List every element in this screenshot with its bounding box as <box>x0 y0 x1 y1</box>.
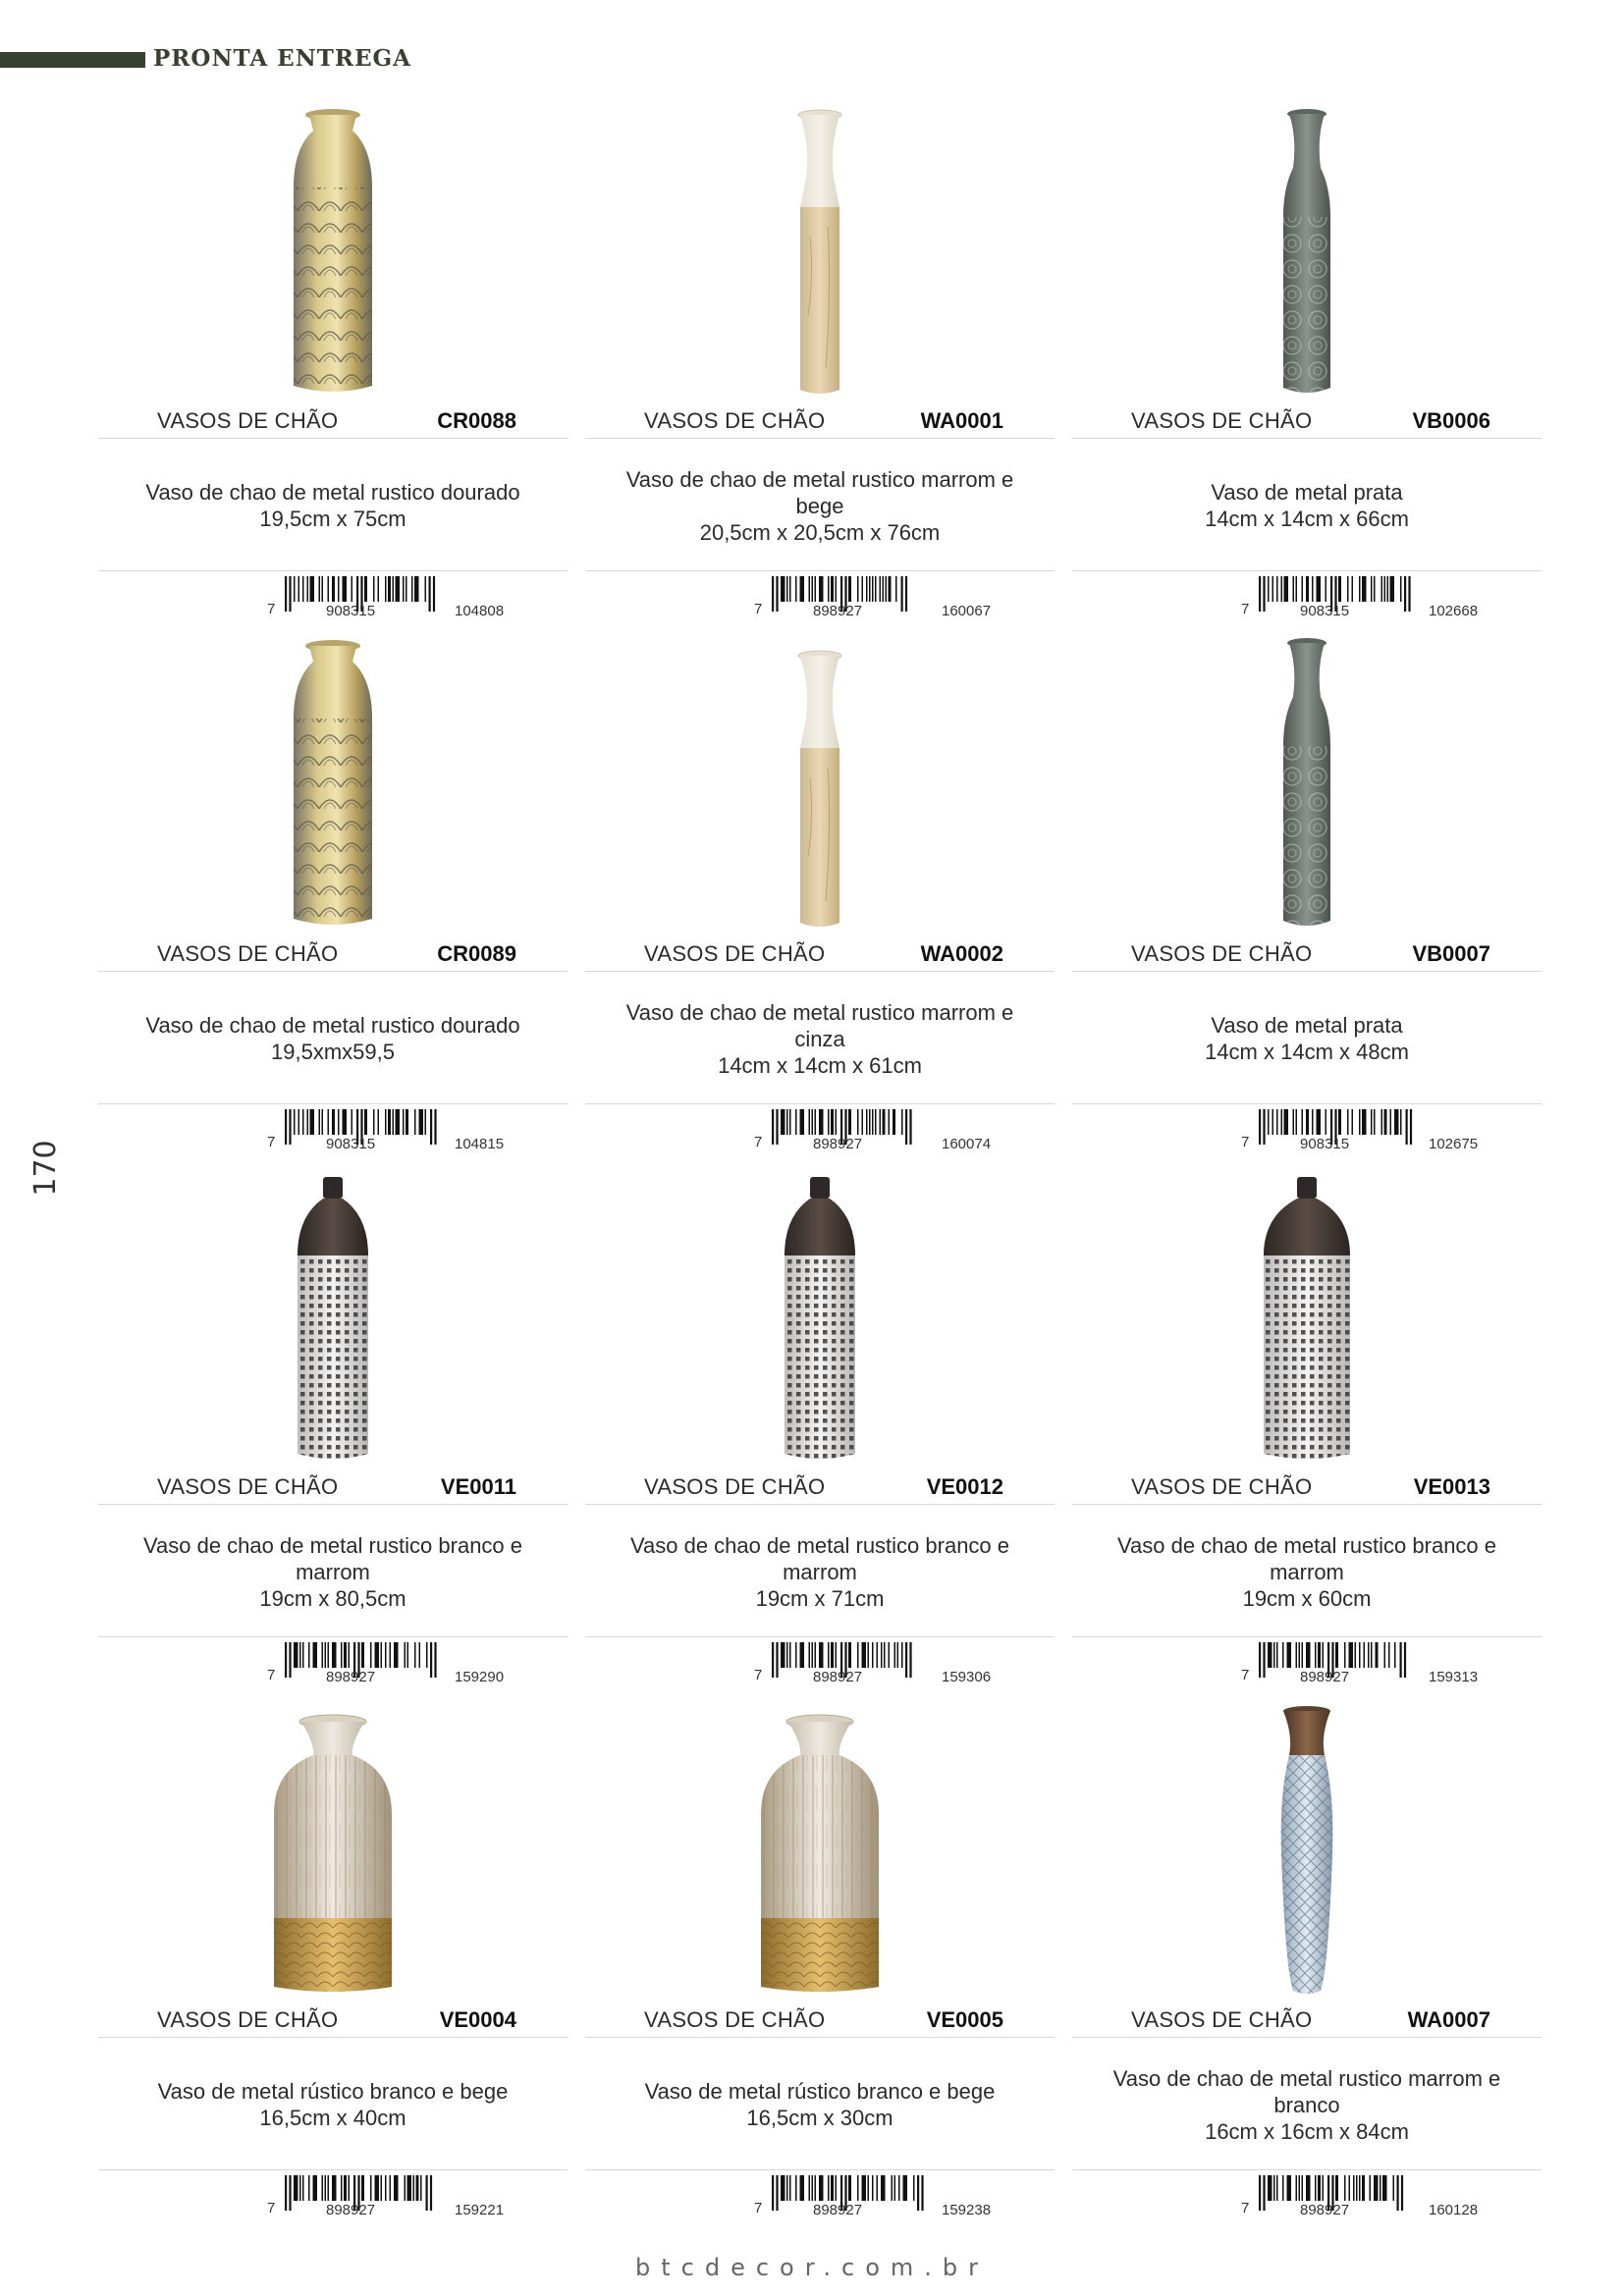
divider <box>98 1103 568 1104</box>
product-header <box>585 937 1055 972</box>
barcode-right-digits: 102668 <box>1429 603 1479 619</box>
product-code: WA0002 <box>920 941 1003 966</box>
product-category: VASOS DE CHÃO <box>1131 408 1313 433</box>
barcode-first-digit: 7 <box>754 1134 763 1150</box>
divider <box>1072 2169 1542 2170</box>
product-code: VE0013 <box>1413 1474 1490 1499</box>
divider <box>585 2169 1055 2170</box>
description-line: 16,5cm x 40cm <box>259 2106 406 2130</box>
barcode <box>1239 2175 1534 2218</box>
product-category: VASOS DE CHÃO <box>157 1474 339 1499</box>
product-image[interactable] <box>1072 636 1542 931</box>
product-code: VE0012 <box>926 1474 1003 1499</box>
description-line: marrom <box>1270 1559 1344 1584</box>
product-header <box>98 937 568 972</box>
barcode-right-digits: 159290 <box>455 1669 505 1685</box>
barcode-first-digit: 7 <box>267 1134 276 1150</box>
product-category: VASOS DE CHÃO <box>644 2007 826 2032</box>
product-category: VASOS DE CHÃO <box>1131 1474 1313 1499</box>
product-description <box>605 1509 1035 1634</box>
barcode-left-digits: 898927 <box>813 1136 863 1152</box>
description-line: marrom <box>296 1559 370 1584</box>
barcode <box>1239 1109 1534 1152</box>
barcode <box>1239 1642 1534 1685</box>
barcode-first-digit: 7 <box>267 2200 276 2216</box>
section-title: PRONTA ENTREGA <box>153 45 411 72</box>
barcode-left-digits: 898927 <box>326 2202 376 2218</box>
description-line: 19,5cm x 75cm <box>259 507 406 531</box>
barcode-left-digits: 898927 <box>1300 2202 1350 2218</box>
divider <box>1072 570 1542 571</box>
product-header <box>585 404 1055 439</box>
product-code: VB0006 <box>1412 408 1490 433</box>
product-card[interactable] <box>98 1169 568 1702</box>
product-image[interactable] <box>1072 1169 1542 1464</box>
description-line: branco <box>1273 2092 1340 2117</box>
barcode-right-digits: 160074 <box>942 1136 992 1152</box>
barcode-first-digit: 7 <box>754 1667 763 1683</box>
description-line: bege <box>795 493 844 518</box>
divider <box>98 2169 568 2170</box>
description-line: 14cm x 14cm x 61cm <box>718 1052 922 1078</box>
description-line: Vaso de chao de metal rustico dourado <box>145 1013 520 1038</box>
product-category: VASOS DE CHÃO <box>157 941 339 966</box>
barcode-first-digit: 7 <box>1241 1667 1250 1683</box>
barcode-left-digits: 898927 <box>813 603 863 619</box>
product-card[interactable] <box>1072 103 1542 636</box>
barcode-right-digits: 102675 <box>1429 1136 1479 1152</box>
barcode-left-digits: 898927 <box>813 1669 863 1685</box>
product-description <box>1092 1509 1522 1634</box>
product-image[interactable] <box>1072 103 1542 398</box>
product-header <box>1072 1470 1542 1505</box>
barcode <box>265 2175 560 2218</box>
barcode <box>1239 576 1534 619</box>
barcode-left-digits: 908315 <box>326 1136 376 1152</box>
product-header <box>1072 937 1542 972</box>
product-image[interactable] <box>585 103 1055 398</box>
product-image[interactable] <box>98 103 568 398</box>
product-header <box>98 1470 568 1505</box>
product-row <box>98 1169 1542 1702</box>
product-image[interactable] <box>98 636 568 931</box>
barcode-left-digits: 908315 <box>1300 603 1350 619</box>
divider <box>585 1103 1055 1104</box>
product-card[interactable] <box>98 103 568 636</box>
barcode-right-digits: 160067 <box>942 603 992 619</box>
product-grid <box>98 103 1542 2235</box>
product-description <box>605 976 1035 1101</box>
description-line: 19cm x 60cm <box>1242 1585 1372 1611</box>
product-code: WA0007 <box>1407 2007 1490 2032</box>
product-header <box>1072 2003 1542 2038</box>
product-image[interactable] <box>585 1702 1055 1997</box>
barcode-right-digits: 160128 <box>1429 2202 1479 2218</box>
description-line: 19,5xmx59,5 <box>271 1040 395 1064</box>
product-description <box>1092 2042 1522 2167</box>
product-category: VASOS DE CHÃO <box>157 408 339 433</box>
barcode-right-digits: 159221 <box>455 2202 505 2218</box>
product-card[interactable] <box>1072 636 1542 1169</box>
product-card[interactable] <box>585 1169 1055 1702</box>
product-image[interactable] <box>585 636 1055 931</box>
description-line: Vaso de metal rústico branco e bege <box>157 2079 509 2104</box>
product-card[interactable] <box>585 636 1055 1169</box>
barcode-left-digits: 898927 <box>813 2202 863 2218</box>
divider <box>1072 1636 1542 1637</box>
barcode-first-digit: 7 <box>1241 601 1250 617</box>
product-description <box>118 2042 548 2167</box>
product-card[interactable] <box>585 1702 1055 2235</box>
description-line: Vaso de chao de metal rustico branco e <box>629 1532 1010 1558</box>
product-image[interactable] <box>98 1169 568 1464</box>
description-line: cinza <box>794 1026 845 1051</box>
product-card[interactable] <box>98 636 568 1169</box>
barcode-left-digits: 898927 <box>1300 1669 1350 1685</box>
product-description <box>118 976 548 1101</box>
page-number: 170 <box>27 1140 63 1197</box>
product-image[interactable] <box>1072 1702 1542 1997</box>
barcode <box>752 576 1047 619</box>
barcode <box>752 1109 1047 1152</box>
product-header <box>98 2003 568 2038</box>
product-header <box>98 404 568 439</box>
barcode <box>265 576 560 619</box>
product-description <box>605 443 1035 568</box>
barcode <box>752 1642 1047 1685</box>
description-line: 16,5cm x 30cm <box>746 2106 893 2130</box>
description-line: marrom <box>783 1559 857 1584</box>
description-line: Vaso de chao de metal rustico branco e <box>142 1532 523 1558</box>
product-image[interactable] <box>98 1702 568 1997</box>
product-card[interactable] <box>1072 1169 1542 1702</box>
product-header <box>585 2003 1055 2038</box>
barcode-left-digits: 898927 <box>326 1669 376 1685</box>
barcode-left-digits: 908315 <box>326 603 376 619</box>
product-description <box>605 2042 1035 2167</box>
header-accent-bar <box>0 52 145 68</box>
barcode-first-digit: 7 <box>1241 1134 1250 1150</box>
divider <box>585 1636 1055 1637</box>
description-line: Vaso de chao de metal rustico marrom e <box>1112 2065 1501 2091</box>
product-category: VASOS DE CHÃO <box>644 941 826 966</box>
barcode-right-digits: 104808 <box>455 603 505 619</box>
product-row <box>98 636 1542 1169</box>
product-card[interactable] <box>1072 1702 1542 2235</box>
description-line: 16cm x 16cm x 84cm <box>1205 2118 1409 2144</box>
product-header <box>1072 404 1542 439</box>
product-category: VASOS DE CHÃO <box>1131 2007 1313 2032</box>
footer-website: btcdecor.com.br <box>635 2254 989 2281</box>
description-line: 14cm x 14cm x 66cm <box>1205 507 1409 531</box>
product-description <box>1092 976 1522 1101</box>
divider <box>585 570 1055 571</box>
product-header <box>585 1470 1055 1505</box>
product-code: CR0088 <box>437 408 516 433</box>
barcode-right-digits: 159238 <box>942 2202 992 2218</box>
barcode-right-digits: 159313 <box>1429 1669 1479 1685</box>
barcode-left-digits: 908315 <box>1300 1136 1350 1152</box>
barcode-right-digits: 159306 <box>942 1669 992 1685</box>
barcode-first-digit: 7 <box>267 601 276 617</box>
product-category: VASOS DE CHÃO <box>644 408 826 433</box>
product-description <box>1092 443 1522 568</box>
barcode-first-digit: 7 <box>267 1667 276 1683</box>
product-code: VE0004 <box>439 2007 516 2032</box>
barcode-right-digits: 104815 <box>455 1136 505 1152</box>
product-description <box>118 443 548 568</box>
description-line: 19cm x 80,5cm <box>259 1585 406 1611</box>
product-card[interactable] <box>585 103 1055 636</box>
product-image[interactable] <box>585 1169 1055 1464</box>
product-category: VASOS DE CHÃO <box>157 2007 339 2032</box>
product-code: CR0089 <box>437 941 516 966</box>
barcode <box>265 1109 560 1152</box>
product-category: VASOS DE CHÃO <box>1131 941 1313 966</box>
description-line: 19cm x 71cm <box>755 1585 885 1611</box>
divider <box>1072 1103 1542 1104</box>
product-code: VB0007 <box>1412 941 1490 966</box>
description-line: Vaso de chao de metal rustico branco e <box>1116 1532 1497 1558</box>
barcode-first-digit: 7 <box>754 601 763 617</box>
description-line: Vaso de chao de metal rustico dourado <box>145 480 520 505</box>
divider <box>98 1636 568 1637</box>
product-code: VE0011 <box>440 1474 516 1499</box>
product-card[interactable] <box>98 1702 568 2235</box>
description-line: Vaso de metal prata <box>1211 480 1403 505</box>
product-description <box>118 1509 548 1634</box>
description-line: Vaso de metal rústico branco e bege <box>644 2079 996 2104</box>
description-line: 20,5cm x 20,5cm x 76cm <box>699 519 941 545</box>
product-category: VASOS DE CHÃO <box>644 1474 826 1499</box>
product-code: WA0001 <box>920 408 1003 433</box>
divider <box>98 570 568 571</box>
barcode-first-digit: 7 <box>1241 2200 1250 2216</box>
description-line: Vaso de chao de metal rustico marrom e <box>625 999 1014 1025</box>
barcode-first-digit: 7 <box>754 2200 763 2216</box>
barcode <box>265 1642 560 1685</box>
description-line: Vaso de metal prata <box>1211 1013 1403 1038</box>
product-code: VE0005 <box>926 2007 1003 2032</box>
description-line: 14cm x 14cm x 48cm <box>1205 1040 1409 1064</box>
product-row <box>98 103 1542 636</box>
product-row <box>98 1702 1542 2235</box>
barcode <box>752 2175 1047 2218</box>
description-line: Vaso de chao de metal rustico marrom e <box>625 466 1014 492</box>
